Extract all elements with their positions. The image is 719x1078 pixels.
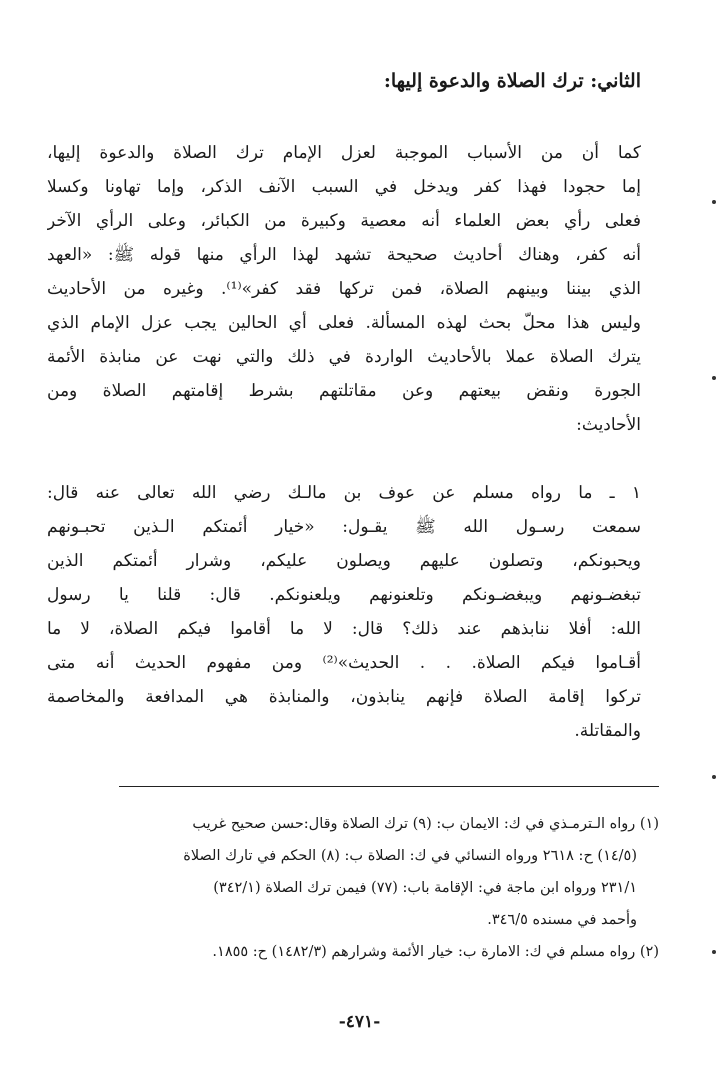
footnote-line: وأحمد في مسنده ٣٤٦/٥. [487,912,637,928]
page-number: -٤٧١- [338,1012,381,1032]
paragraph-line: ويحبونكم، وتصلون عليهم ويصلون عليكم، وشرار أئمتكم الذين [47,551,641,571]
paragraph-line: أنه كفر، وهناك أحاديث صحيحة تشهد لهذا الرأي منها قوله ﷺ: «العهد [47,245,641,265]
paragraph-line: فعلى رأي بعض العلماء أنه معصية وكبيرة من الكبائر، وعلى الرأي الآخر [47,211,641,231]
paragraph-line: تركوا إقامة الصلاة فإنهم ينابذون، والمنابذة هي المدافعة والمخاصمة [47,687,641,707]
paragraph-line: وليس هذا محلّ بحث لهذه المسألة. فعلى أي الحالين يجب عزل الإمام الذي [47,313,641,333]
paragraph-line: يترك الصلاة عملا بالأحاديث الواردة في ذلك والتي نهت عن منابذة الأئمة [47,347,641,367]
paragraph-hadith [47,476,641,748]
footnote-line: (١) رواه الـترمـذي في ك: الايمان ب: (٩) ترك الصلاة وقال:حسن صحيح غريب [192,816,659,832]
paragraph-line: سمعت رسـول الله ﷺ يقـول: «خيار أئمتكم الـذين تحبـونهم [47,517,641,537]
margin-mark [712,775,716,779]
paragraph-line: الأحاديث: [576,415,641,435]
footnote-divider [119,786,659,787]
footnote-line: (١٤/٥) ح: ٢٦١٨ ورواه النسائي في ك: الصلاة ب: (٨) الحكم في تارك الصلاة [183,848,637,864]
paragraph-line: كما أن من الأسباب الموجبة لعزل الإمام ترك الصلاة والدعوة إليها، [47,143,641,163]
footnote-line: (٢) رواه مسلم في ك: الامارة ب: خيار الأئمة وشرارهم (١٤٨٢/٣) ح: ١٨٥٥. [212,944,659,960]
margin-mark [712,376,716,380]
paragraph-line: الله: أفلا ننابذهم عند ذلك؟ قال: لا ما أقاموا فيكم الصلاة، لا ما [47,619,641,639]
paragraph-line: الذي بيننا وبينهم الصلاة، فمن تركها فقد كفر»⁽¹⁾. وغيره من الأحاديث [47,279,641,299]
paragraph-line: ١ ـ ما رواه مسلم عن عوف بن مالـك رضي الله تعالى عنه قال: [47,483,641,503]
paragraph-line: والمقاتلة. [574,721,641,741]
section-heading: الثاني: ترك الصلاة والدعوة إليها: [383,70,641,92]
paragraph-intro [47,136,641,442]
paragraph-line: تبغضـونهم ويبغضـونكم وتلعنونهم ويلعنونكم. قال: قلنا يا رسول [47,585,641,605]
footnote-line: ٢٣١/١ ورواه ابن ماجة في: الإقامة باب: (٧٧) فيمن ترك الصلاة (٣٤٢/١) [213,880,637,896]
margin-mark [712,200,716,204]
footnotes [43,808,659,968]
paragraph-line: إما حجودا فهذا كفر ويدخل في السبب الآنف الذكر، وإما تهاونا وكسلا [47,177,641,197]
paragraph-line: أقـاموا فيكم الصلاة. . . الحديث»⁽²⁾ ومن مفهوم الحديث أنه متى [47,653,641,673]
paragraph-line: الجورة ونقض بيعتهم وعن مقاتلتهم بشرط إقامتهم الصلاة ومن [47,381,641,401]
margin-mark [712,950,716,954]
